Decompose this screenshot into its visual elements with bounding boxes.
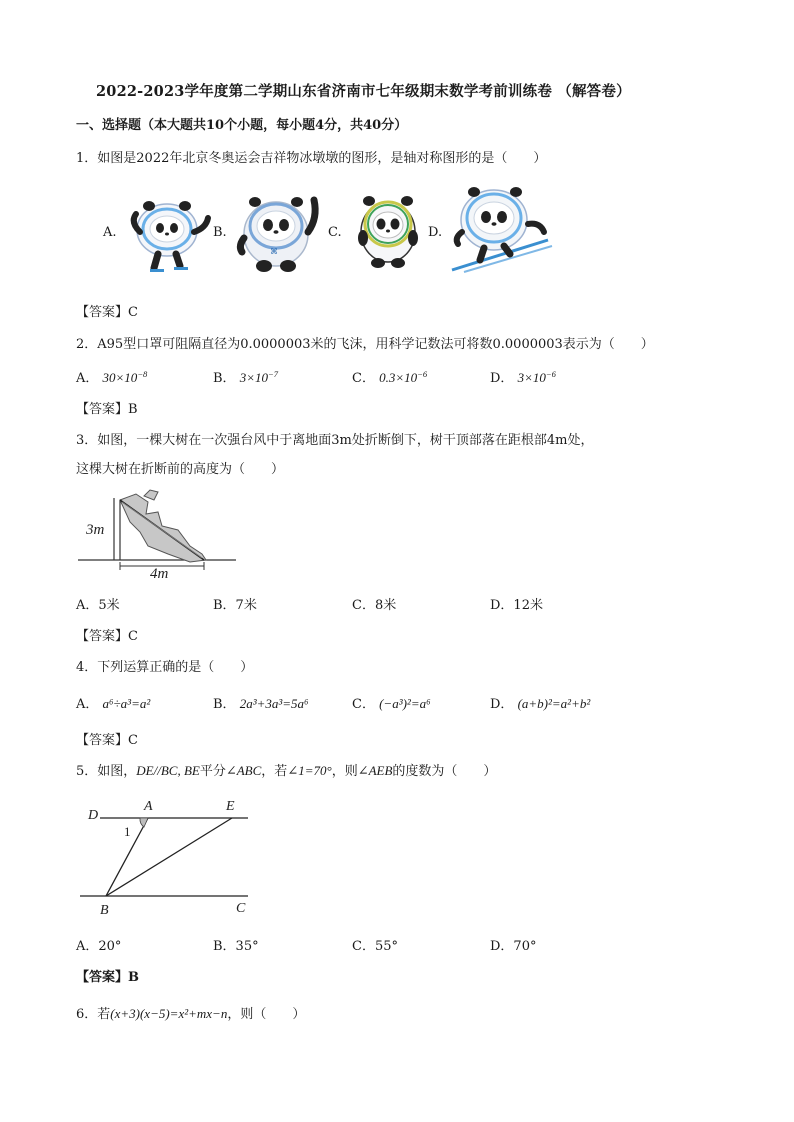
question-5-stem [76, 760, 496, 779]
q2-option-a-label: A． [76, 371, 99, 386]
q5-stem-mid: 平分 [199, 764, 226, 779]
q5-stem-prefix: 5．如图， [76, 764, 137, 779]
q5-stem-math2: ∠ABC [225, 763, 262, 778]
answer-2: 【答案】B [76, 402, 138, 417]
q2-c-base: 0.3×10 [379, 370, 418, 385]
q5-label-e: E [226, 799, 235, 814]
q2-option-b [213, 367, 278, 386]
answer-1: 【答案】C [76, 305, 138, 320]
q1-option-c-label: C. [328, 225, 342, 240]
svg-text:⌘: ⌘ [270, 247, 278, 256]
q3-option-c: C．8米 [352, 598, 397, 613]
q5-option-d: D．70° [490, 939, 537, 954]
question-3-stem-line2: 这棵大树在折断前的高度为（ ） [76, 462, 285, 477]
q1-option-d-label: D. [428, 225, 443, 240]
mascot-option-b-image [232, 188, 324, 274]
q5-option-b: B．35° [213, 939, 259, 954]
q2-b-base: 3×10 [239, 370, 268, 385]
q5-label-a: A [144, 799, 153, 814]
q3-label-4m: 4m [150, 566, 169, 580]
q5-stem-mid3: ，则 [331, 764, 358, 779]
q5-option-c: C．55° [352, 939, 398, 954]
q5-stem-math3: ∠1=70° [287, 763, 332, 778]
q5-stem-math4: ∠AEB [357, 763, 393, 778]
q2-d-exp: −6 [545, 369, 556, 379]
q4-option-c [352, 693, 431, 712]
q5-stem-math1: DE//BC, BE [136, 763, 200, 778]
q5-stem-mid2: ，若 [261, 764, 288, 779]
q2-option-c [352, 367, 427, 386]
q2-option-b-expr [240, 370, 278, 385]
q5-label-b: B [100, 903, 109, 918]
q2-option-d [490, 367, 556, 386]
q5-stem-suffix: 的度数为（ ） [392, 764, 497, 779]
q4-option-b-expr: 2a³+3a³=5a⁶ [239, 696, 309, 711]
q4-option-d-expr: (a+b)²=a²+b² [517, 696, 591, 711]
q2-option-d-expr [518, 370, 556, 385]
q6-stem-prefix: 6．若 [76, 1007, 111, 1022]
question-4-stem: 4．下列运算正确的是（ ） [76, 660, 254, 675]
mascot-option-c-image [356, 188, 420, 270]
q4-option-d [490, 693, 590, 712]
q5-label-c: C [236, 901, 246, 916]
q4-option-b [213, 693, 309, 712]
q3-option-d: D．12米 [490, 598, 543, 613]
answer-5: 【答案】B [76, 970, 139, 985]
q4-option-a-label: A． [76, 697, 99, 712]
q4-option-a-expr: a⁶÷a³=a² [102, 696, 151, 711]
q2-option-b-label: B． [213, 371, 236, 386]
q4-option-d-label: D． [490, 697, 514, 712]
q4-option-c-label: C． [352, 697, 375, 712]
q2-c-exp: −6 [417, 369, 428, 379]
q2-option-d-label: D． [490, 371, 514, 386]
q2-option-a-expr [103, 370, 148, 385]
answer-3: 【答案】C [76, 629, 138, 644]
q2-d-base: 3×10 [517, 370, 546, 385]
q3-tree-figure [78, 488, 238, 580]
q3-option-a: A．5米 [76, 598, 120, 613]
section-heading: 一、选择题（本大题共10个小题，每小题4分，共40分） [76, 118, 408, 133]
q4-option-a [76, 693, 150, 712]
answer-4: 【答案】C [76, 733, 138, 748]
question-2-stem: 2．A95型口罩可阻隔直径为0.0000003米的飞沫，用科学记数法可将数0.0000003表示为（ ） [76, 337, 654, 352]
q2-option-c-expr [379, 370, 427, 385]
q2-a-base: 30×10 [102, 370, 138, 385]
q3-label-3m: 3m [86, 522, 105, 538]
q5-option-a: A．20° [76, 939, 122, 954]
q5-label-d: D [88, 808, 99, 823]
mascot-option-d-image [444, 182, 554, 274]
question-1-stem: 1．如图是2022年北京冬奥运会吉祥物冰墩墩的图形，是轴对称图形的是（ ） [76, 151, 547, 166]
q3-option-b: B．7米 [213, 598, 257, 613]
q6-stem-math: (x+3)(x−5)=x²+mx−n [110, 1006, 228, 1021]
q4-option-c-expr: (−a³)²=a⁶ [379, 696, 431, 711]
q2-option-c-label: C． [352, 371, 375, 386]
q5-geometry-figure [80, 792, 260, 920]
q5-label-angle-1: 1 [124, 824, 131, 839]
q1-option-b-label: B. [213, 225, 227, 240]
q2-b-exp: −7 [267, 369, 278, 379]
q2-a-exp: −8 [137, 369, 148, 379]
q2-option-a [76, 367, 147, 386]
page-title: 2022-2023学年度第二学期山东省济南市七年级期末数学考前训练卷 （解答卷） [96, 83, 631, 100]
q1-option-a-label: A. [103, 225, 117, 240]
mascot-option-a-image [122, 192, 212, 278]
question-6-stem [76, 1003, 305, 1022]
q6-stem-suffix: ，则（ ） [227, 1007, 306, 1022]
q4-option-b-label: B． [213, 697, 236, 712]
question-3-stem-line1: 3．如图，一棵大树在一次强台风中于离地面3m处折断倒下，树干顶部落在距根部4m处， [76, 433, 594, 448]
